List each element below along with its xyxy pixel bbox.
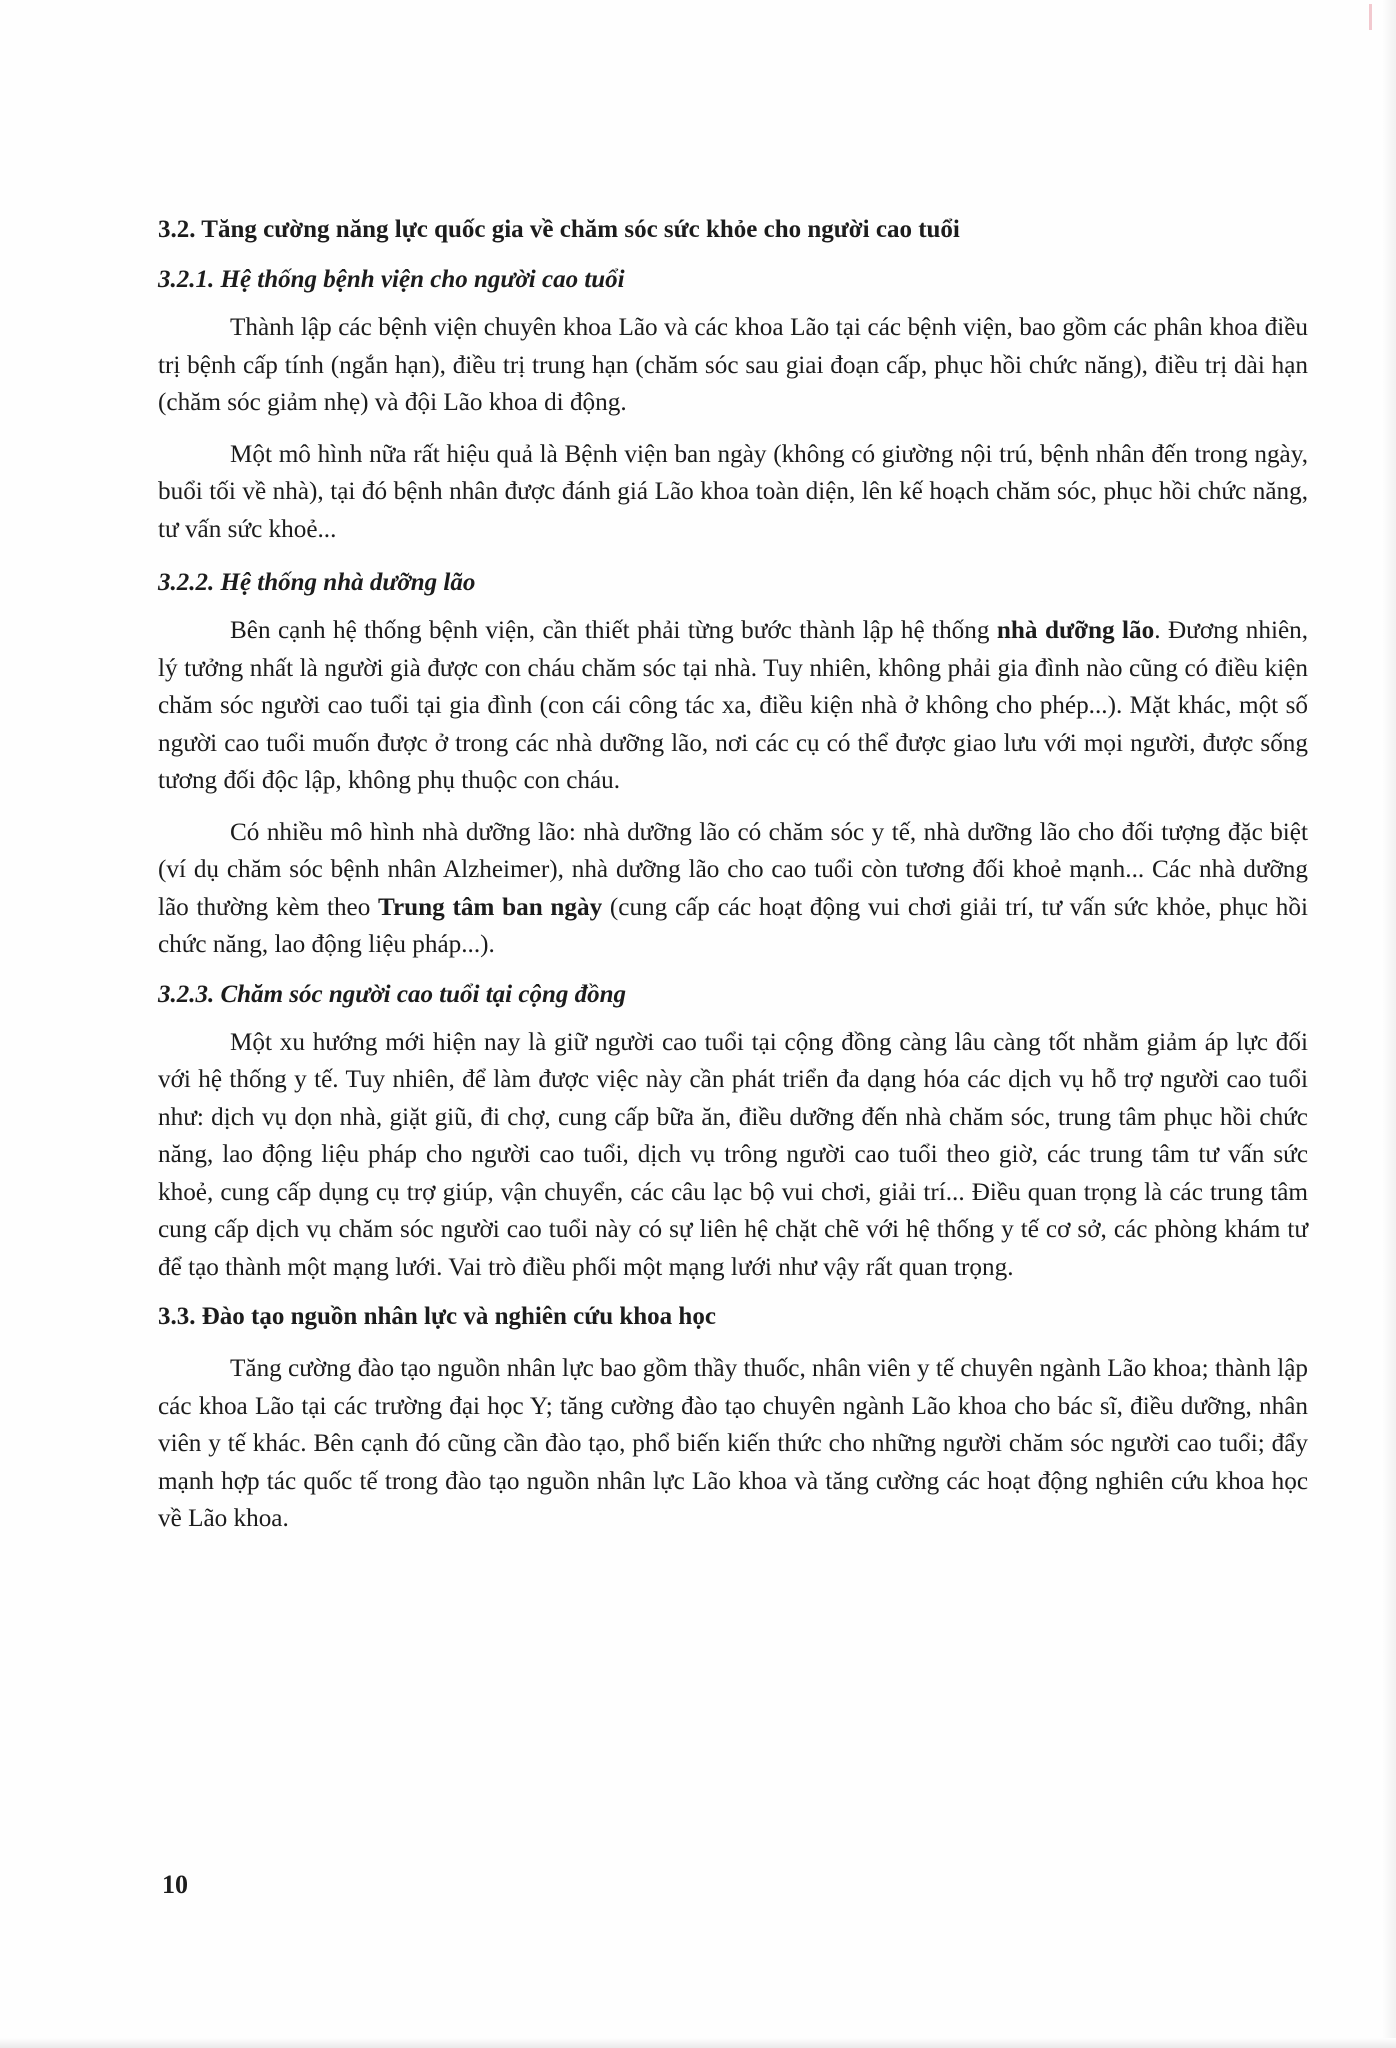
scan-edge-bottom [0, 2038, 1396, 2048]
paragraph-3-2-2-b-text1: Có nhiều mô hình nhà dưỡng lão: nhà dưỡng lão có chăm sóc y tế, nhà dưỡng lão cho đối tượng đặc biệt (ví dụ chăm sóc bệnh nhân Alzheimer), nhà dưỡng lão cho cao tuổi còn tương đối khoẻ mạnh... Các nhà dưỡng lão thường kèm theo [158, 818, 1308, 921]
scan-edge-right [1382, 0, 1396, 2048]
paragraph-3-2-2-b-text2: (cung cấp các hoạt động vui chơi giải trí, tư vấn sức khỏe, phục hồi chức năng, lao động liệu pháp...). [158, 893, 1308, 958]
paragraph-3-2-2-b [158, 814, 1308, 964]
scan-mark [1369, 4, 1372, 30]
heading-3-2-1: 3.2.1. Hệ thống bệnh viện cho người cao tuổi [158, 266, 625, 293]
heading-3-2-3: 3.2.3. Chăm sóc người cao tuổi tại cộng đồng [158, 980, 627, 1008]
heading-3-2-2: 3.2.2. Hệ thống nhà dưỡng lão [158, 569, 476, 596]
paragraph-3-2-1-a: Thành lập các bệnh viện chuyên khoa Lão và các khoa Lão tại các bệnh viện, bao gồm các phân khoa điều trị bệnh cấp tính (ngắn hạn), điều trị trung hạn (chăm sóc sau giai đoạn cấp, phục hồi chức năng), điều trị dài hạn (chăm sóc giảm nhẹ) và đội Lão khoa di động. [158, 314, 1308, 416]
paragraph-3-2-3: Một xu hướng mới hiện nay là giữ người cao tuổi tại cộng đồng càng lâu càng tốt nhằm giảm áp lực đối với hệ thống y tế. Tuy nhiên, để làm được việc này cần phát triển đa dạng hóa các dịch vụ hỗ trợ người cao tuổi như: dịch vụ dọn nhà, giặt giũ, đi chợ, cung cấp bữa ăn, điều dưỡng đến nhà chăm sóc, trung tâm phục hồi chức năng, lao động liệu pháp cho người cao tuổi, dịch vụ trông người cao tuổi theo giờ, các trung tâm tư vấn sức khoẻ, cung cấp dụng cụ trợ giúp, vận chuyển, các câu lạc bộ vui chơi, giải trí... Điều quan trọng là các trung tâm cung cấp dịch vụ chăm sóc người cao tuổi này có sự liên hệ chặt chẽ với hệ thống y tế cơ sở, các phòng khám tư để tạo thành một mạng lưới. Vai trò điều phối một mạng lưới như vậy rất quan trọng. [158, 1028, 1308, 1281]
paragraph-3-2-2-a-text1: Bên cạnh hệ thống bệnh viện, cần thiết phải từng bước thành lập hệ thống [230, 617, 997, 644]
paragraph-3-2-2-a-text2: . Đương nhiên, lý tưởng nhất là người già được con cháu chăm sóc tại nhà. Tuy nhiên, không phải gia đình nào cũng có điều kiện chăm sóc người cao tuổi tại gia đình (con cái công tác xa, điều kiện nhà ở không cho phép...). Mặt khác, một số người cao tuổi muốn được ở trong các nhà dưỡng lão, nơi các cụ có thể được giao lưu với mọi người, được sống tương đối độc lập, không phụ thuộc con cháu. [158, 617, 1309, 794]
paragraph-3-2-2-a [158, 612, 1308, 800]
paragraph-3-2-2-a-bold: nhà dưỡng lão [996, 617, 1155, 644]
page-number: 10 [162, 1870, 188, 1899]
heading-3-2: 3.2. Tăng cường năng lực quốc gia về chăm sóc sức khỏe cho người cao tuổi [158, 216, 960, 243]
paragraph-3-2-2-b-bold: Trung tâm ban ngày [378, 893, 603, 921]
paragraph-3-3: Tăng cường đào tạo nguồn nhân lực bao gồm thầy thuốc, nhân viên y tế chuyên ngành Lão khoa; thành lập các khoa Lão tại các trường đại học Y; tăng cường đào tạo chuyên ngành Lão khoa cho bác sĩ, điều dưỡng, nhân viên y tế khác. Bên cạnh đó cũng cần đào tạo, phổ biến kiến thức cho những người chăm sóc người cao tuổi; đẩy mạnh hợp tác quốc tế trong đào tạo nguồn nhân lực Lão khoa và tăng cường các hoạt động nghiên cứu khoa học về Lão khoa. [158, 1355, 1308, 1532]
heading-3-3: 3.3. Đào tạo nguồn nhân lực và nghiên cứu khoa học [158, 1303, 716, 1330]
paragraph-3-2-1-b: Một mô hình nữa rất hiệu quả là Bệnh viện ban ngày (không có giường nội trú, bệnh nhân đến trong ngày, buổi tối về nhà), tại đó bệnh nhân được đánh giá Lão khoa toàn diện, lên kế hoạch chăm sóc, phục hồi chức năng, tư vấn sức khoẻ... [158, 440, 1308, 543]
page-content [158, 213, 1308, 1552]
